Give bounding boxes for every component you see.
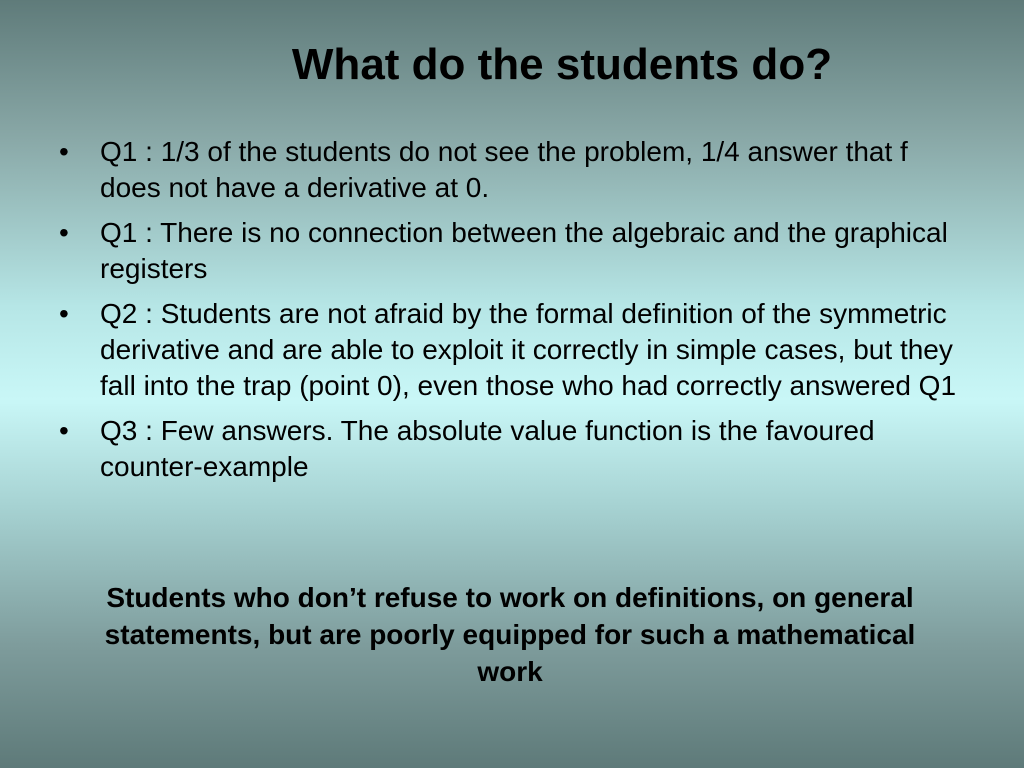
bullet-icon: • bbox=[59, 415, 69, 446]
bullet-list bbox=[59, 134, 969, 494]
bullet-icon: • bbox=[59, 298, 69, 329]
bullet-text: Q1 : There is no connection between the algebraic and the graphical registers bbox=[100, 217, 948, 284]
bullet-text: Q3 : Few answers. The absolute value function is the favoured counter-example bbox=[100, 415, 875, 482]
bullet-item bbox=[59, 413, 969, 485]
slide-title: What do the students do? bbox=[291, 40, 833, 89]
bullet-icon: • bbox=[59, 136, 69, 167]
bullet-text: Q2 : Students are not afraid by the formal definition of the symmetric derivative and are able to exploit it correctly in simple cases, but they fall into the trap (point 0), even those who had correctly answered Q1 bbox=[100, 298, 957, 401]
bullet-text: Q1 : 1/3 of the students do not see the problem, 1/4 answer that f does not have a derivative at 0. bbox=[100, 136, 908, 203]
bullet-item bbox=[59, 134, 969, 206]
bullet-item bbox=[59, 296, 969, 404]
conclusion-text: Students who don’t refuse to work on definitions, on general statements, but are poorly equipped for such a mathematical work bbox=[104, 582, 916, 687]
bullet-icon: • bbox=[59, 217, 69, 248]
bullet-item bbox=[59, 215, 969, 287]
